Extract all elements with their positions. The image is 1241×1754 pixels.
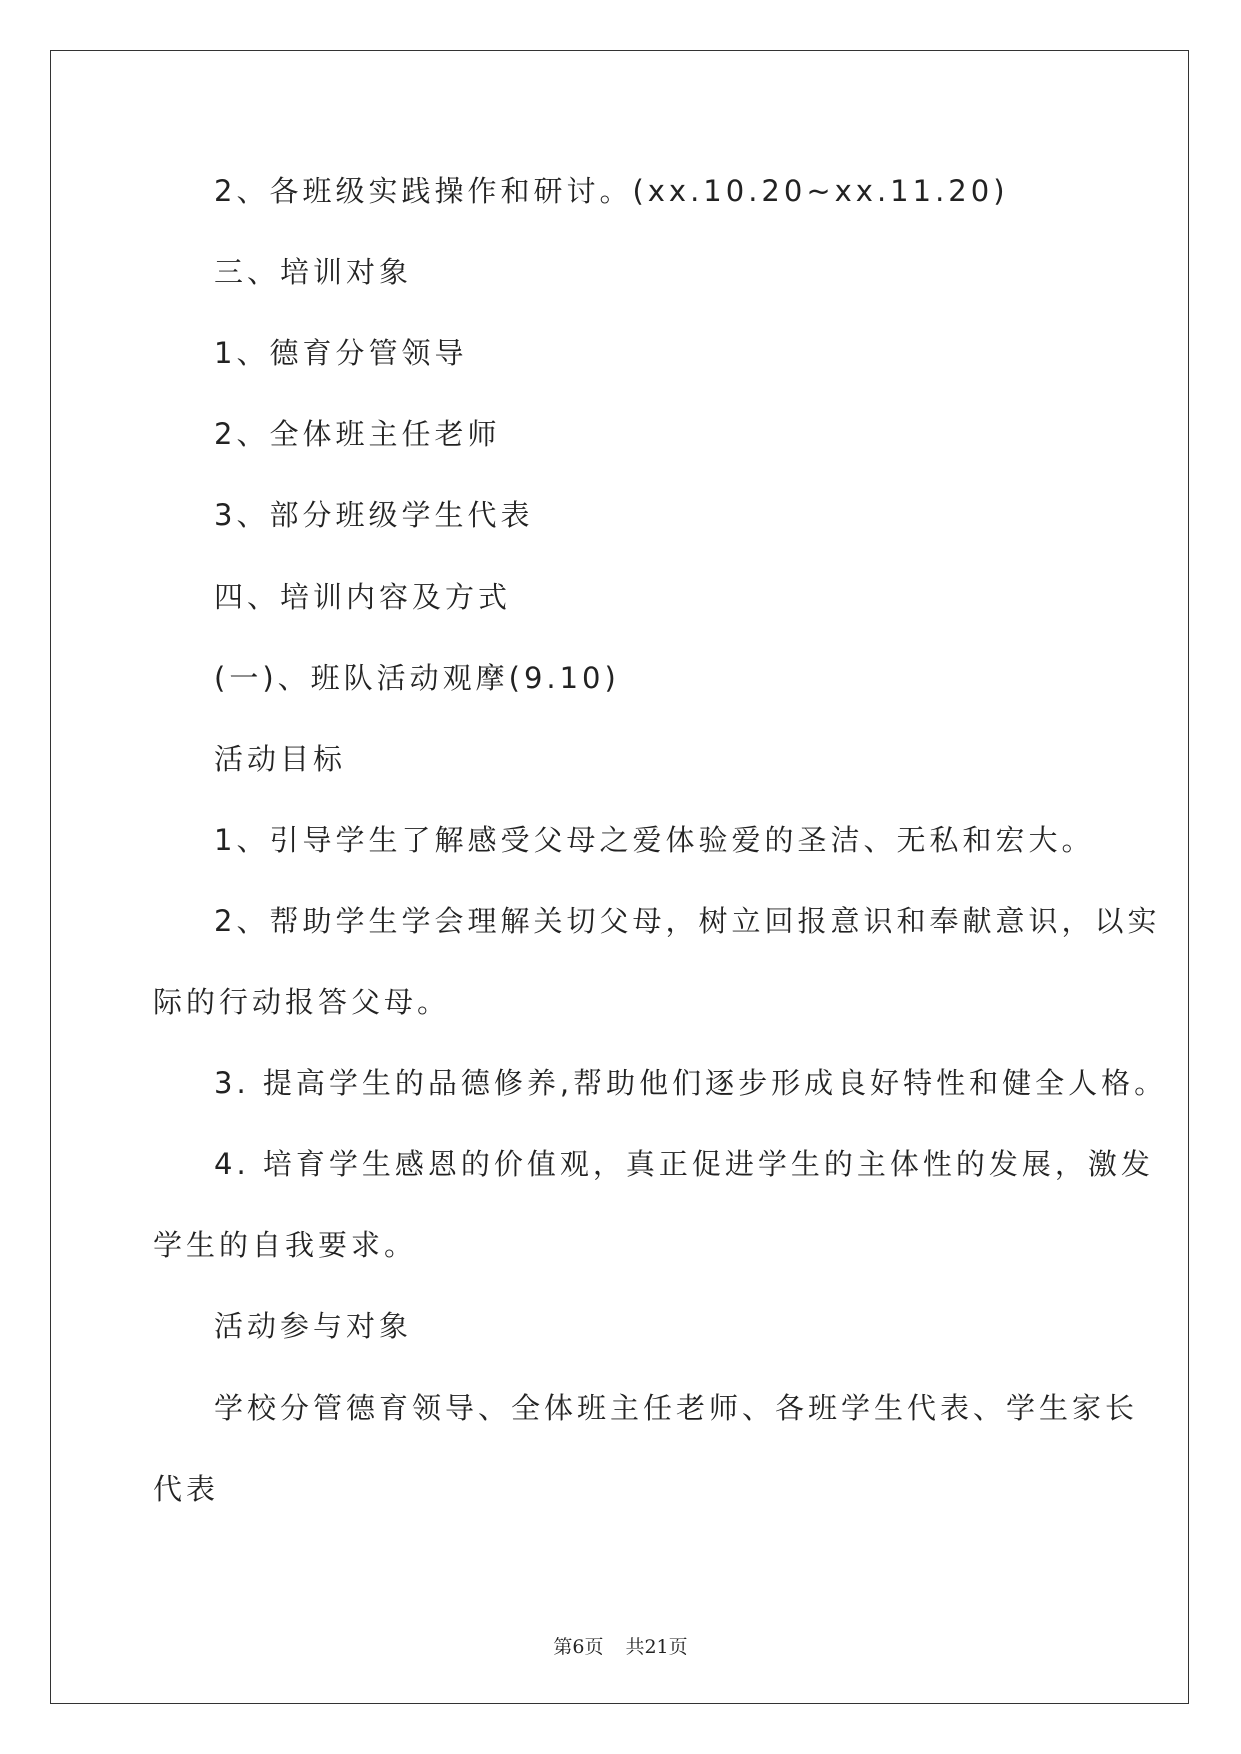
subheading: 活动参与对象 <box>214 1309 413 1343</box>
text-line: 3. 提高学生的品德修养,帮助他们逐步形成良好特性和健全人格。 <box>214 1066 1168 1100</box>
section-heading: 三、培训对象 <box>214 255 413 289</box>
text-line: 3、部分班级学生代表 <box>214 498 534 532</box>
text-line: 2、各班级实践操作和研讨。(xx.10.20~xx.11.20) <box>214 174 1009 208</box>
text-line: 4. 培育学生感恩的价值观，真正促进学生的主体性的发展，激发 <box>214 1147 1154 1181</box>
page-number: 第6页 <box>553 1636 604 1658</box>
subsection-heading: (一)、班队活动观摩(9.10) <box>214 661 620 695</box>
page-border <box>50 50 1189 1704</box>
text-line: 2、帮助学生学会理解关切父母，树立回报意识和奉献意识，以实 <box>214 904 1161 938</box>
page-footer <box>0 1632 1241 1659</box>
text-line: 学生的自我要求。 <box>153 1228 418 1262</box>
text-line: 际的行动报答父母。 <box>153 985 451 1019</box>
text-line: 1、德育分管领导 <box>214 336 468 370</box>
text-line: 2、全体班主任老师 <box>214 417 501 451</box>
section-heading: 四、培训内容及方式 <box>214 580 512 614</box>
text-line: 学校分管德育领导、全体班主任老师、各班学生代表、学生家长 <box>214 1391 1139 1425</box>
text-line: 1、引导学生了解感受父母之爱体验爱的圣洁、无私和宏大。 <box>214 823 1095 857</box>
page-total: 共21页 <box>625 1636 688 1658</box>
text-line: 代表 <box>153 1472 220 1506</box>
subheading: 活动目标 <box>214 742 347 776</box>
